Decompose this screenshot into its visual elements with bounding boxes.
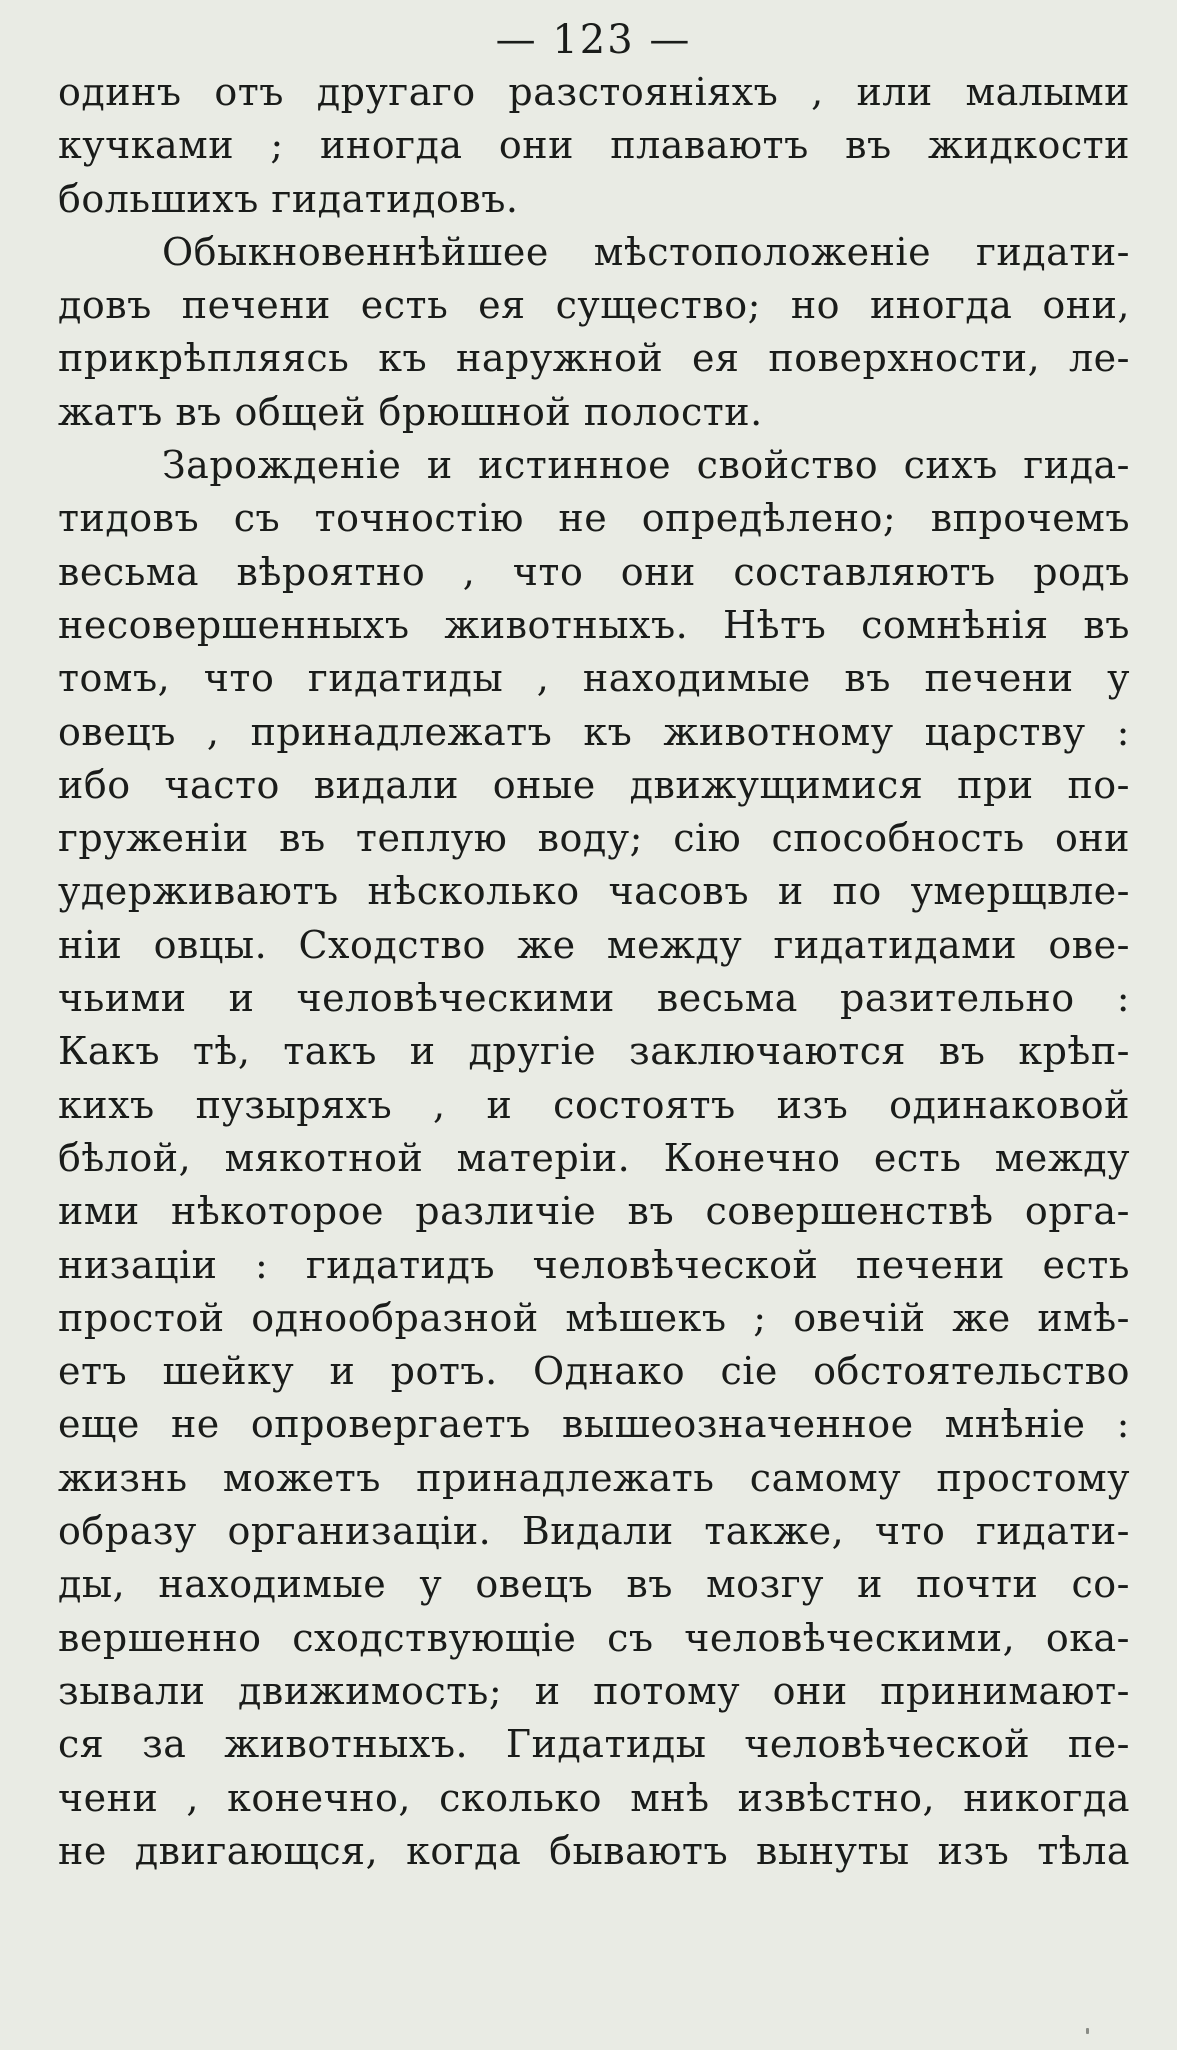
text-line: не двигающся, когда бываютъ вынуты изъ тѣла	[58, 1828, 1130, 1873]
text-line: простой однообразной мѣшекъ ; овечій же имѣ-	[58, 1295, 1130, 1340]
page-number: — 123 —	[495, 17, 692, 63]
text-line: образу организаціи. Видали также, что гидати-	[58, 1509, 1130, 1554]
text-line: етъ шейку и ротъ. Однако сіе обстоятельство	[58, 1349, 1130, 1394]
text-line: томъ, что гидатиды , находимые въ печени у	[58, 656, 1130, 701]
text-line: низаціи : гидатидъ человѣческой печени есть	[58, 1242, 1130, 1287]
text-line: кучками ; иногда они плаваютъ въ жидкости	[58, 123, 1130, 168]
paragraph	[58, 66, 1130, 226]
text-line: Зарожденіе и истинное свойство сихъ гида-	[162, 443, 1130, 488]
text-line: чени , конечно, сколько мнѣ извѣстно, никогда	[58, 1775, 1130, 1820]
text-body	[58, 66, 1130, 1878]
text-line: Обыкновеннѣйшее мѣстоположеніе гидати-	[162, 229, 1130, 274]
print-speck	[1086, 2028, 1089, 2034]
text-line: ніи овцы. Сходство же между гидатидами ове-	[58, 922, 1130, 967]
text-line: тидовъ съ точностію не опредѣлено; впрочемъ	[58, 496, 1130, 541]
text-line: жатъ въ общей брюшной полости.	[58, 389, 763, 434]
text-line: кихъ пузыряхъ , и состоятъ изъ одинаковой	[58, 1082, 1130, 1127]
text-line: удерживаютъ нѣсколько часовъ и по умерщвле-	[58, 869, 1130, 914]
text-line: весьма вѣроятно , что они составляютъ родъ	[58, 549, 1130, 594]
text-line: вершенно сходствующіе съ человѣческими, ока-	[58, 1615, 1130, 1660]
text-line: Какъ тѣ, такъ и другіе заключаются въ крѣп-	[58, 1029, 1130, 1074]
text-line: ими нѣкоторое различіе въ совершенствѣ орга-	[58, 1189, 1130, 1234]
text-line: ся за животныхъ. Гидатиды человѣческой пе-	[58, 1722, 1130, 1767]
text-line: ды, находимые у овецъ въ мозгу и почти со-	[58, 1562, 1130, 1607]
text-line: еще не опровергаетъ вышеозначенное мнѣніе :	[58, 1402, 1130, 1447]
text-line: прикрѣпляясь къ наружной ея поверхности, ле-	[58, 336, 1130, 381]
text-line: зывали движимость; и потому они принимают-	[58, 1668, 1130, 1713]
text-line: бѣлой, мякотной матеріи. Конечно есть между	[58, 1135, 1130, 1180]
text-line: ибо часто видали оные движущимися при по-	[58, 762, 1130, 807]
text-line: чьими и человѣческими весьма разительно :	[58, 976, 1130, 1021]
text-line: жизнь можетъ принадлежать самому простому	[58, 1455, 1130, 1500]
text-line: несовершенныхъ животныхъ. Нѣтъ сомнѣнія въ	[58, 602, 1130, 647]
text-line: довъ печени есть ея существо; но иногда они,	[58, 283, 1130, 328]
text-line: груженіи въ теплую воду; сію способность они	[58, 816, 1130, 861]
paragraph	[58, 439, 1130, 1878]
paragraph	[58, 226, 1130, 439]
text-line: одинъ отъ другаго разстояніяхъ , или малыми	[58, 70, 1130, 114]
text-line: овецъ , принадлежатъ къ животному царству :	[58, 709, 1130, 754]
text-line: большихъ гидатидовъ.	[58, 176, 519, 221]
